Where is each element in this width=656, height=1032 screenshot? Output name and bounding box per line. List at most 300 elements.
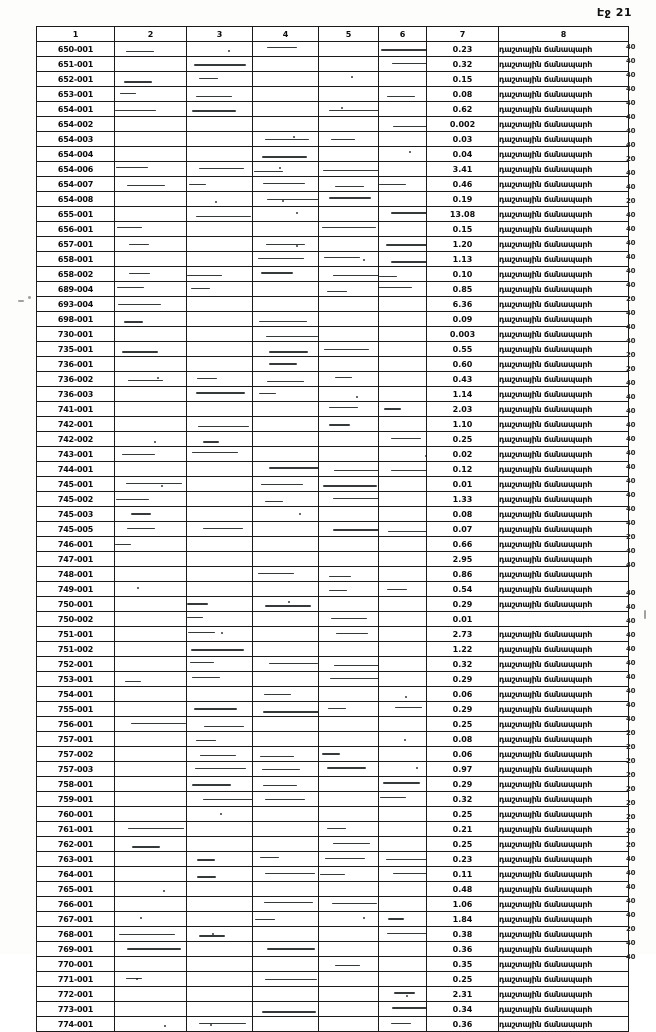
- cell-empty-col4: [253, 102, 319, 117]
- cell-description: դաշտային ճանապարհ: [499, 342, 629, 357]
- scan-artifact: [379, 298, 426, 311]
- scan-artifact: [187, 718, 252, 731]
- scan-artifact: [379, 778, 426, 791]
- scan-artifact: [253, 958, 318, 971]
- cell-empty-col6: [379, 327, 427, 342]
- cell-description: դաշտային ճանապարհ: [499, 252, 629, 267]
- scan-artifact: [319, 883, 378, 896]
- scan-artifact: [379, 358, 426, 371]
- scan-artifact: [115, 913, 186, 926]
- cell-area-value: 1.10: [427, 417, 499, 432]
- scan-artifact: [187, 73, 252, 86]
- scan-artifact: [319, 928, 378, 941]
- scan-artifact: [253, 1018, 318, 1031]
- cell-area-value: 0.38: [427, 927, 499, 942]
- table-row: [37, 492, 629, 507]
- margin-note: 40: [626, 57, 636, 65]
- cell-area-value: 0.66: [427, 537, 499, 552]
- margin-note: 40: [626, 127, 636, 135]
- table-row: [37, 207, 629, 222]
- cell-empty-col2: [115, 537, 187, 552]
- cell-empty-col4: [253, 867, 319, 882]
- cell-empty-col2: [115, 402, 187, 417]
- cell-empty-col6: [379, 942, 427, 957]
- cell-empty-col3: [187, 57, 253, 72]
- cell-empty-col6: [379, 342, 427, 357]
- cell-description: դաշտային ճանապարհ: [499, 972, 629, 987]
- scan-artifact: [253, 103, 318, 116]
- table-row: [37, 672, 629, 687]
- cell-description: [499, 612, 629, 627]
- margin-note: 20: [626, 799, 636, 807]
- cell-empty-col2: [115, 522, 187, 537]
- cell-empty-col3: [187, 432, 253, 447]
- scan-artifact: [319, 463, 378, 476]
- margin-note: 20: [626, 827, 636, 835]
- cell-empty-col2: [115, 372, 187, 387]
- scan-artifact: [379, 763, 426, 776]
- margin-note: 40: [626, 239, 636, 247]
- cell-empty-col4: [253, 762, 319, 777]
- scan-artifact: [379, 898, 426, 911]
- table-row: [37, 147, 629, 162]
- column-header-8: 8: [499, 27, 629, 42]
- scan-artifact: [379, 808, 426, 821]
- cell-empty-col2: [115, 642, 187, 657]
- cell-area-value: 0.06: [427, 687, 499, 702]
- scan-artifact: [115, 898, 186, 911]
- cell-empty-col2: [115, 822, 187, 837]
- scan-artifact: [187, 43, 252, 56]
- cell-empty-col2: [115, 192, 187, 207]
- cell-empty-col3: [187, 582, 253, 597]
- cell-description: դաշտային ճանապարհ: [499, 147, 629, 162]
- table-row: [37, 597, 629, 612]
- cell-empty-col5: [319, 987, 379, 1002]
- cell-empty-col6: [379, 237, 427, 252]
- cell-parcel-code: 745-002: [37, 492, 115, 507]
- scan-artifact: [115, 328, 186, 341]
- scan-artifact: [187, 913, 252, 926]
- scan-artifact: [115, 103, 186, 116]
- table-row: [37, 1017, 629, 1032]
- table-header-row: [37, 27, 629, 42]
- cell-empty-col4: [253, 522, 319, 537]
- cell-empty-col3: [187, 42, 253, 57]
- cell-parcel-code: 656-001: [37, 222, 115, 237]
- scan-artifact: [379, 703, 426, 716]
- cell-empty-col4: [253, 162, 319, 177]
- table-header: [37, 27, 629, 42]
- scan-artifact: [379, 523, 426, 536]
- margin-note: 40: [626, 309, 636, 317]
- cell-empty-col6: [379, 207, 427, 222]
- scan-artifact: [115, 778, 186, 791]
- margin-note: 40: [626, 855, 636, 863]
- cell-empty-col5: [319, 612, 379, 627]
- cell-empty-col6: [379, 852, 427, 867]
- cell-empty-col4: [253, 687, 319, 702]
- scan-artifact: [319, 478, 378, 491]
- cell-description: դաշտային ճանապարհ: [499, 282, 629, 297]
- cell-empty-col3: [187, 942, 253, 957]
- cell-empty-col5: [319, 597, 379, 612]
- scan-artifact: [115, 343, 186, 356]
- cell-empty-col6: [379, 987, 427, 1002]
- cell-empty-col6: [379, 717, 427, 732]
- scan-artifact: [319, 568, 378, 581]
- cell-empty-col3: [187, 462, 253, 477]
- cell-empty-col3: [187, 237, 253, 252]
- scan-artifact: [187, 868, 252, 881]
- scan-artifact: [379, 1018, 426, 1031]
- scan-artifact: [379, 73, 426, 86]
- cell-empty-col3: [187, 207, 253, 222]
- cell-empty-col3: [187, 447, 253, 462]
- cell-empty-col2: [115, 462, 187, 477]
- margin-note: 20: [626, 197, 636, 205]
- scan-artifact: [253, 838, 318, 851]
- table-row: [37, 807, 629, 822]
- scan-artifact: [253, 358, 318, 371]
- cell-empty-col2: [115, 222, 187, 237]
- cell-empty-col2: [115, 297, 187, 312]
- cell-parcel-code: 761-001: [37, 822, 115, 837]
- cell-empty-col6: [379, 537, 427, 552]
- cell-empty-col5: [319, 582, 379, 597]
- scan-artifact: [187, 778, 252, 791]
- table-row: [37, 267, 629, 282]
- scan-artifact: [115, 1018, 186, 1031]
- scan-artifact: [379, 748, 426, 761]
- margin-note: 20: [626, 925, 636, 933]
- scan-artifact: [319, 553, 378, 566]
- cell-area-value: 0.21: [427, 822, 499, 837]
- scan-artifact: [253, 478, 318, 491]
- scan-artifact: [187, 358, 252, 371]
- scan-artifact: [115, 703, 186, 716]
- cell-parcel-code: 745-001: [37, 477, 115, 492]
- cell-empty-col2: [115, 1017, 187, 1032]
- cell-empty-col3: [187, 912, 253, 927]
- table-row: [37, 402, 629, 417]
- cell-empty-col3: [187, 837, 253, 852]
- margin-note: 40: [626, 211, 636, 219]
- scan-artifact: [187, 163, 252, 176]
- cell-empty-col3: [187, 477, 253, 492]
- scan-artifact: [379, 133, 426, 146]
- cell-empty-col3: [187, 252, 253, 267]
- cell-empty-col3: [187, 777, 253, 792]
- scan-artifact: [187, 208, 252, 221]
- cell-empty-col6: [379, 822, 427, 837]
- cell-empty-col3: [187, 717, 253, 732]
- cell-empty-col2: [115, 732, 187, 747]
- cell-description: դաշտային ճանապարհ: [499, 57, 629, 72]
- cell-empty-col3: [187, 102, 253, 117]
- cell-area-value: 0.06: [427, 747, 499, 762]
- margin-note: 40: [626, 505, 636, 513]
- cell-empty-col4: [253, 387, 319, 402]
- margin-note: 40: [626, 939, 636, 947]
- cell-description: դաշտային ճանապարհ: [499, 327, 629, 342]
- scan-artifact: [379, 553, 426, 566]
- cell-description: դաշտային ճանապարհ: [499, 72, 629, 87]
- scan-artifact: [115, 373, 186, 386]
- column-header-4: 4: [253, 27, 319, 42]
- margin-note: 40: [626, 561, 636, 569]
- scan-artifact: [115, 508, 186, 521]
- scan-artifact: [319, 508, 378, 521]
- cell-empty-col4: [253, 717, 319, 732]
- cell-empty-col5: [319, 342, 379, 357]
- cell-parcel-code: 730-001: [37, 327, 115, 342]
- cell-empty-col6: [379, 87, 427, 102]
- cell-empty-col5: [319, 732, 379, 747]
- scan-artifact: [253, 748, 318, 761]
- cell-parcel-code: 760-001: [37, 807, 115, 822]
- margin-note: 40: [626, 267, 636, 275]
- scan-artifact: [187, 283, 252, 296]
- scan-artifact: [253, 598, 318, 611]
- scan-artifact: [319, 658, 378, 671]
- table-row: [37, 837, 629, 852]
- cell-parcel-code: 763-001: [37, 852, 115, 867]
- scan-artifact: [187, 223, 252, 236]
- table-row: [37, 252, 629, 267]
- cell-description: դաշտային ճանապարհ: [499, 207, 629, 222]
- scan-artifact: [253, 418, 318, 431]
- cell-description: դաշտային ճանապարհ: [499, 942, 629, 957]
- cell-empty-col3: [187, 387, 253, 402]
- scan-artifact: [379, 283, 426, 296]
- cell-empty-col3: [187, 537, 253, 552]
- cell-parcel-code: 764-001: [37, 867, 115, 882]
- cell-description: դաշտային ճանապարհ: [499, 927, 629, 942]
- cell-empty-col6: [379, 792, 427, 807]
- table-row: [37, 447, 629, 462]
- cell-area-value: 0.11: [427, 867, 499, 882]
- scan-artifact: [379, 568, 426, 581]
- cell-description: դաշտային ճանապարհ: [499, 87, 629, 102]
- table-row: [37, 687, 629, 702]
- cell-empty-col6: [379, 372, 427, 387]
- scan-artifact: [187, 883, 252, 896]
- scan-artifact: [187, 1018, 252, 1031]
- cell-empty-col2: [115, 702, 187, 717]
- scan-artifact: [379, 238, 426, 251]
- scan-artifact: [379, 193, 426, 206]
- scan-artifact: [319, 178, 378, 191]
- cell-empty-col5: [319, 312, 379, 327]
- cell-empty-col6: [379, 177, 427, 192]
- cell-empty-col6: [379, 1002, 427, 1017]
- cell-empty-col4: [253, 807, 319, 822]
- scan-artifact: [379, 88, 426, 101]
- scan-artifact: [253, 538, 318, 551]
- cell-empty-col2: [115, 177, 187, 192]
- scan-artifact: [253, 343, 318, 356]
- cell-empty-col3: [187, 72, 253, 87]
- cell-empty-col5: [319, 522, 379, 537]
- cell-parcel-code: 658-001: [37, 252, 115, 267]
- margin-note: 40: [626, 169, 636, 177]
- cell-empty-col3: [187, 852, 253, 867]
- scan-artifact: [253, 283, 318, 296]
- cell-empty-col4: [253, 492, 319, 507]
- cell-empty-col6: [379, 1017, 427, 1032]
- cell-area-value: 3.41: [427, 162, 499, 177]
- table-row: [37, 717, 629, 732]
- scan-artifact: [319, 898, 378, 911]
- margin-note: 40: [626, 589, 636, 597]
- cell-empty-col5: [319, 432, 379, 447]
- cell-empty-col2: [115, 897, 187, 912]
- cell-area-value: 2.73: [427, 627, 499, 642]
- cell-empty-col5: [319, 462, 379, 477]
- cell-area-value: 0.15: [427, 72, 499, 87]
- cell-parcel-code: 774-001: [37, 1017, 115, 1032]
- margin-note: 40: [626, 225, 636, 233]
- scan-artifact: [253, 463, 318, 476]
- scan-artifact: [319, 343, 378, 356]
- cell-empty-col2: [115, 432, 187, 447]
- cell-empty-col5: [319, 387, 379, 402]
- cell-empty-col6: [379, 42, 427, 57]
- cell-empty-col5: [319, 477, 379, 492]
- scan-artifact: [187, 253, 252, 266]
- scan-artifact: [253, 493, 318, 506]
- table-row: [37, 852, 629, 867]
- cell-empty-col4: [253, 42, 319, 57]
- margin-note: 20: [626, 785, 636, 793]
- cell-empty-col2: [115, 282, 187, 297]
- scan-artifact: [115, 958, 186, 971]
- margin-note: 40: [626, 519, 636, 527]
- cell-empty-col4: [253, 657, 319, 672]
- cell-area-value: 0.36: [427, 1017, 499, 1032]
- scan-artifact: [253, 433, 318, 446]
- margin-note: 40: [626, 463, 636, 471]
- cell-empty-col5: [319, 192, 379, 207]
- scan-artifact: [253, 508, 318, 521]
- margin-note: 40: [626, 547, 636, 555]
- cell-empty-col4: [253, 282, 319, 297]
- scan-artifact: [319, 118, 378, 131]
- cell-empty-col2: [115, 717, 187, 732]
- cell-description: դաշտային ճանապարհ: [499, 837, 629, 852]
- cell-empty-col4: [253, 837, 319, 852]
- cell-empty-col4: [253, 747, 319, 762]
- scan-artifact: [115, 793, 186, 806]
- scan-artifact: [253, 628, 318, 641]
- scan-artifact: [319, 88, 378, 101]
- cell-empty-col6: [379, 882, 427, 897]
- margin-note: 40: [626, 253, 636, 261]
- table-row: [37, 942, 629, 957]
- cell-empty-col4: [253, 207, 319, 222]
- cell-empty-col4: [253, 612, 319, 627]
- cell-empty-col5: [319, 297, 379, 312]
- cell-empty-col2: [115, 852, 187, 867]
- cell-empty-col6: [379, 642, 427, 657]
- cell-description: դաշտային ճանապարհ: [499, 822, 629, 837]
- cell-empty-col5: [319, 492, 379, 507]
- cell-empty-col6: [379, 477, 427, 492]
- scan-artifact: [319, 283, 378, 296]
- cell-empty-col4: [253, 597, 319, 612]
- cell-empty-col2: [115, 597, 187, 612]
- cell-empty-col6: [379, 957, 427, 972]
- cell-empty-col5: [319, 42, 379, 57]
- cell-empty-col2: [115, 957, 187, 972]
- cell-empty-col6: [379, 132, 427, 147]
- cell-empty-col4: [253, 477, 319, 492]
- margin-note: 40: [626, 85, 636, 93]
- scan-artifact: [187, 88, 252, 101]
- scan-artifact: [319, 613, 378, 626]
- scan-artifact: [379, 493, 426, 506]
- scan-artifact: [319, 58, 378, 71]
- cell-empty-col2: [115, 927, 187, 942]
- scan-artifact: [115, 298, 186, 311]
- table-row: [37, 462, 629, 477]
- margin-note: 40: [626, 337, 636, 345]
- table-row: [37, 57, 629, 72]
- cell-empty-col3: [187, 327, 253, 342]
- scan-artifact: [319, 418, 378, 431]
- scan-artifact: [319, 73, 378, 86]
- scan-artifact: [187, 343, 252, 356]
- scan-artifact: [253, 268, 318, 281]
- scan-artifact: [187, 508, 252, 521]
- scan-artifact: [187, 388, 252, 401]
- cell-empty-col2: [115, 117, 187, 132]
- cell-empty-col4: [253, 312, 319, 327]
- cell-empty-col6: [379, 282, 427, 297]
- cell-description: դաշտային ճանապարհ: [499, 867, 629, 882]
- cell-description: դաշտային ճանապարհ: [499, 567, 629, 582]
- cell-empty-col3: [187, 87, 253, 102]
- cell-area-value: 0.25: [427, 717, 499, 732]
- cell-empty-col2: [115, 942, 187, 957]
- cell-empty-col6: [379, 222, 427, 237]
- cell-empty-col6: [379, 102, 427, 117]
- cell-empty-col2: [115, 657, 187, 672]
- cell-empty-col2: [115, 312, 187, 327]
- table-body: [37, 42, 629, 1032]
- scan-artifact: [379, 658, 426, 671]
- cell-empty-col5: [319, 537, 379, 552]
- cell-description: դաշտային ճանապարհ: [499, 372, 629, 387]
- table-row: [37, 612, 629, 627]
- cell-description: դաշտային ճանապարհ: [499, 807, 629, 822]
- cell-parcel-code: 652-001: [37, 72, 115, 87]
- margin-note: 40: [626, 897, 636, 905]
- cell-empty-col4: [253, 912, 319, 927]
- cell-empty-col3: [187, 552, 253, 567]
- scan-artifact: [115, 43, 186, 56]
- margin-note: 40: [626, 435, 636, 443]
- scan-artifact: [115, 238, 186, 251]
- scan-artifact: [187, 643, 252, 656]
- margin-note: 40: [626, 645, 636, 653]
- cell-parcel-code: 658-002: [37, 267, 115, 282]
- cell-empty-col6: [379, 612, 427, 627]
- scan-artifact: [319, 238, 378, 251]
- scan-artifact: [187, 418, 252, 431]
- cell-area-value: 0.07: [427, 522, 499, 537]
